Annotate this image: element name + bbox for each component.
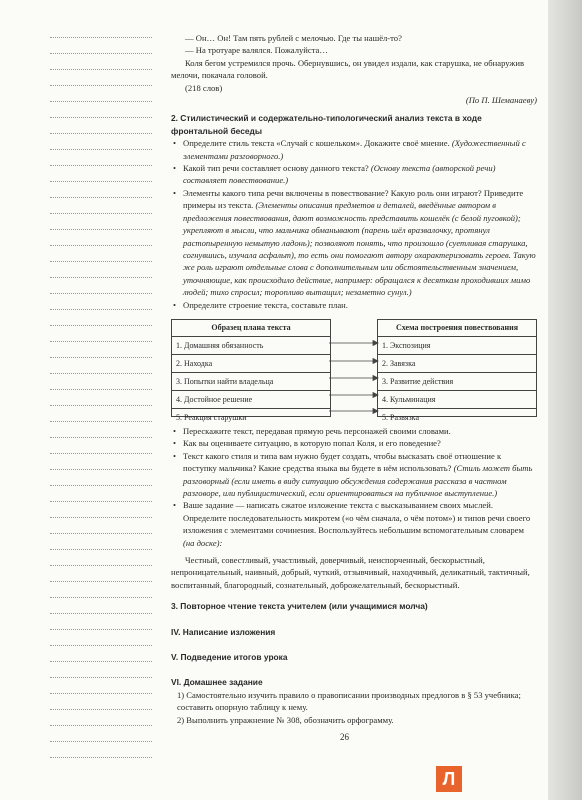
margin-note-line — [50, 710, 152, 726]
margin-note-line — [50, 566, 152, 582]
scheme-table-row: 3. Развитие действия — [378, 373, 536, 391]
plan-table-row: 1. Домашняя обязанность — [172, 337, 330, 355]
question-item: • Элементы какого типа речи включены в повествование? Какую роль они играют? Приведите примеры из текста. (Элементы описания предметов и деталей, введённые автором в предложения повествования, дают возможность представить кошелёк (с белой пуговкой); укрепляют в мысли, что мальчика обманывают (парень шёл вразвалочку, протянул растопыренную немытую ладонь); позволяют понять, что произошло (суетливая старушка, согнувшись, изучала асфальт), то есть они помогают автору охарактеризовать героев. Такую же роль играют отдельные слова с дополнительным или обстоятельственным значением, уточняющие, как происходило действие, например: обращался к десяткам проходивших мимо людей; тихо спросил; торопливо вытащил; незаметно сунул.) — [171, 187, 537, 299]
scheme-table-header: Схема построения повествования — [378, 320, 536, 337]
mapping-arrows — [329, 319, 379, 417]
publisher-logo: Л — [436, 766, 462, 792]
margin-note-line — [50, 694, 152, 710]
section-v-heading: V. Подведение итогов урока — [171, 652, 288, 663]
margin-note-line — [50, 422, 152, 438]
plan-table — [171, 319, 331, 423]
page-content — [171, 32, 537, 726]
dialogue-line-1: — Он… Он! Там пять рублей с мелочью. Где ты нашёл-то? — [185, 33, 402, 43]
question-item: • Какой тип речи составляет основу данного текста? (Основу текста (авторской речи) составляет повествование.) — [171, 162, 537, 187]
notes-margin — [50, 22, 152, 758]
narrative-scheme-table — [377, 319, 537, 423]
question-item: • Перескажите текст, передавая прямую речь персонажей своими словами. — [171, 425, 537, 437]
margin-note-line — [50, 134, 152, 150]
margin-note-line — [50, 438, 152, 454]
margin-note-line — [50, 598, 152, 614]
margin-note-line — [50, 374, 152, 390]
section-2-heading: 2. Стилистический и содержательно-типологический анализ текста в ходе фронтальной беседы — [171, 113, 482, 136]
margin-note-line — [50, 726, 152, 742]
margin-note-line — [50, 22, 152, 38]
margin-note-line — [50, 390, 152, 406]
margin-note-line — [50, 86, 152, 102]
margin-note-line — [50, 486, 152, 502]
word-count: (218 слов) — [185, 82, 223, 93]
margin-note-line — [50, 182, 152, 198]
page-number: 26 — [340, 732, 349, 742]
scheme-table-row: 1. Экспозиция — [378, 337, 536, 355]
margin-note-line — [50, 470, 152, 486]
margin-note-line — [50, 214, 152, 230]
margin-note-line — [50, 54, 152, 70]
margin-note-line — [50, 630, 152, 646]
margin-note-line — [50, 150, 152, 166]
margin-note-line — [50, 246, 152, 262]
vocabulary-list: Честный, совестливый, участливый, доверчивый, неиспорченный, бескорыстный, непроницательный, наивный, добрый, чуткий, отзывчивый, находчивый, деликатный, тактичный, воспитанный, благородный, сознательный, доброжелательный, бескорыстный. — [171, 555, 530, 590]
margin-note-line — [50, 454, 152, 470]
section-3-heading: 3. Повторное чтение текста учителем (или учащимися молча) — [171, 601, 428, 612]
margin-note-line — [50, 742, 152, 758]
margin-note-line — [50, 102, 152, 118]
margin-note-line — [50, 582, 152, 598]
story-ending: Коля бегом устремился прочь. Обернувшись, он увидел издали, как старушка, не обнаружив мелочи, покачала головой. — [171, 57, 525, 81]
margin-note-line — [50, 262, 152, 278]
margin-note-line — [50, 518, 152, 534]
margin-note-line — [50, 502, 152, 518]
margin-note-line — [50, 294, 152, 310]
question-item: • Определите стиль текста «Случай с кошельком». Докажите своё мнение. (Художественный с элементами разговорного.) — [171, 137, 537, 162]
margin-note-line — [50, 166, 152, 182]
margin-note-line — [50, 326, 152, 342]
homework-item-2: 2) Выполнить упражнение № 308, обозначить орфограмму. — [177, 714, 394, 725]
section-iv-heading: IV. Написание изложения — [171, 626, 276, 637]
question-item: • Определите строение текста, составьте план. — [171, 299, 537, 311]
questions-list-a — [171, 137, 537, 311]
scheme-table-row: 2. Завязка — [378, 355, 536, 373]
margin-note-line — [50, 406, 152, 422]
plan-table-header: Образец плана текста — [172, 320, 330, 337]
margin-note-line — [50, 198, 152, 214]
margin-note-line — [50, 118, 152, 134]
question-item: • Ваше задание — написать сжатое изложение текста с высказыванием своих мыслей. Определите последовательность микротем («о чём сначала, о чём потом») и типов речи своего изложения с элементами сочинения. Воспользуйтесь небольшим вспомогательным словарем (на доске): — [171, 499, 537, 549]
scheme-table-row: 5. Развязка — [382, 413, 419, 423]
margin-note-line — [50, 230, 152, 246]
margin-note-line — [50, 38, 152, 54]
margin-note-line — [50, 278, 152, 294]
margin-note-line — [50, 550, 152, 566]
margin-note-line — [50, 310, 152, 326]
margin-note-line — [50, 534, 152, 550]
scheme-table-row: 4. Кульминация — [378, 391, 536, 409]
margin-note-line — [50, 614, 152, 630]
plan-tables — [171, 319, 537, 423]
homework-item-1: 1) Самостоятельно изучить правило о правописании производных предлогов в § 53 учебника; составить опорную таблицу к нему. — [177, 689, 521, 713]
question-item: • Как вы оцениваете ситуацию, в которую попал Коля, и его поведение? — [171, 437, 537, 449]
margin-note-line — [50, 342, 152, 358]
margin-note-line — [50, 646, 152, 662]
plan-table-row: 5. Реакция старушки — [176, 413, 247, 423]
author-credit: (По П. Шеманаеву) — [465, 95, 537, 106]
margin-note-line — [50, 70, 152, 86]
margin-note-line — [50, 678, 152, 694]
margin-note-line — [50, 358, 152, 374]
page-edge — [548, 0, 582, 800]
questions-list-b — [171, 425, 537, 549]
section-vi-heading: VI. Домашнее задание — [171, 677, 263, 688]
plan-table-row: 3. Попытки найти владельца — [172, 373, 330, 391]
question-item: • Текст какого стиля и типа вам нужно будет создать, чтобы высказать своё отношение к поступку мальчика? Какие средства языка вы будете в нём использовать? (Стиль может быть разговорный (если иметь в виду ситуацию обсуждения содержания рассказа в частном разговоре, или публицистический, если ориентироваться на публичное выступление.) — [171, 450, 537, 500]
margin-note-line — [50, 662, 152, 678]
dialogue-line-2: — На тротуаре валялся. Пожалуйста… — [185, 45, 328, 56]
plan-table-row: 4. Достойное решение — [172, 391, 330, 409]
plan-table-row: 2. Находка — [172, 355, 330, 373]
